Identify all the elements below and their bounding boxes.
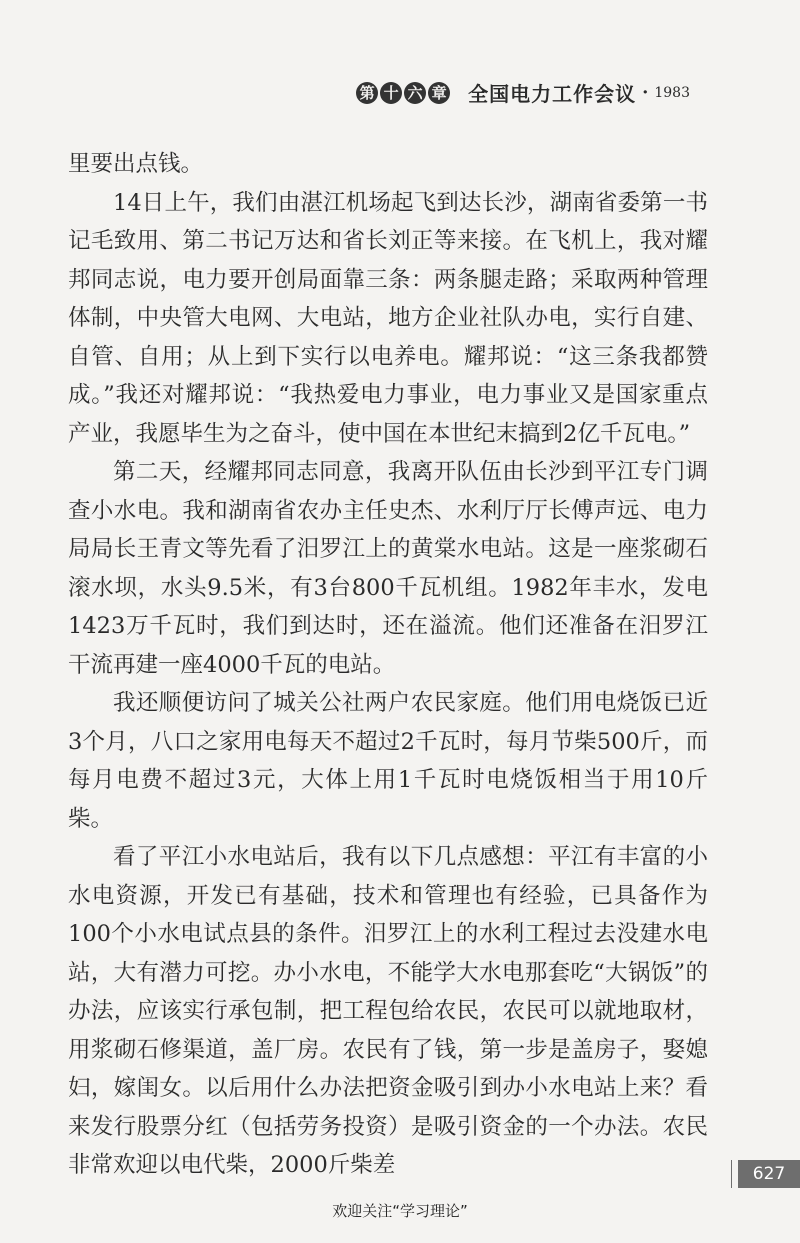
paragraph: 看了平江小水电站后，我有以下几点感想：平江有丰富的小水电资源，开发已有基础，技术和管理也有经验，已具备作为100个小水电试点县的条件。汨罗江上的水利工程过去没建水电站，大有潜力可挖。办小水电，不能学大水电那套吃“大锅饭”的办法，应该实行承包制，把工程包给农民，农民可以就地取材，用浆砌石修渠道，盖厂房。农民有了钱，第一步是盖房子，娶媳妇，嫁闺女。以后用什么办法把资金吸引到办小水电站上来？看来发行股票分红（包括劳务投资）是吸引资金的一个办法。农民非常欢迎以电代柴，2000斤柴差 — [68, 844, 708, 1178]
paragraph: 里要出点钱。 — [68, 151, 204, 177]
body-text — [68, 145, 708, 1185]
page-number-rule — [731, 1160, 738, 1188]
header-title: 全国电力工作会议 — [468, 82, 637, 106]
paragraph: 第二天，经耀邦同志同意，我离开队伍由长沙到平江专门调查小水电。我和湖南省农办主任史杰、水利厅厅长傅声远、电力局局长王青文等先看了汨罗江上的黄棠水电站。这是一座浆砌石滚水坝，水头9.5米，有3台800千瓦机组。1982年丰水，发电1423万千瓦时，我们到达时，还在溢流。他们还准备在汨罗江干流再建一座4000千瓦的电站。 — [68, 459, 708, 678]
page-number: 627 — [738, 1160, 800, 1188]
chapter-char: 第 — [356, 82, 378, 104]
header-year: 1983 — [654, 84, 690, 101]
paragraph: 我还顺便访问了城关公社两户农民家庭。他们用电烧饭已近3个月，八口之家用电每天不超过2千瓦时，每月节柴500斤，而每月电费不超过3元，大体上用1千瓦时电烧饭相当于用10斤柴。 — [68, 690, 708, 832]
chapter-char: 六 — [404, 82, 426, 104]
paragraph: 14日上午，我们由湛江机场起飞到达长沙，湖南省委第一书记毛致用、第二书记万达和省长刘正等来接。在飞机上，我对耀邦同志说，电力要开创局面靠三条：两条腿走路；采取两种管理体制，中央管大电网、大电站，地方企业社队办电，实行自建、自管、自用；从上到下实行以电养电。耀邦说：“这三条我都赞成。”我还对耀邦说：“我热爱电力事业，电力事业又是国家重点产业，我愿毕生为之奋斗，使中国在本世纪末搞到2亿千瓦电。” — [68, 189, 708, 447]
running-header — [356, 78, 690, 107]
chapter-char: 十 — [380, 82, 402, 104]
chapter-badge — [356, 82, 450, 104]
footer-note: 欢迎关注“学习理论” — [332, 1202, 468, 1220]
chapter-char: 章 — [428, 82, 450, 104]
header-separator: · — [642, 82, 649, 103]
